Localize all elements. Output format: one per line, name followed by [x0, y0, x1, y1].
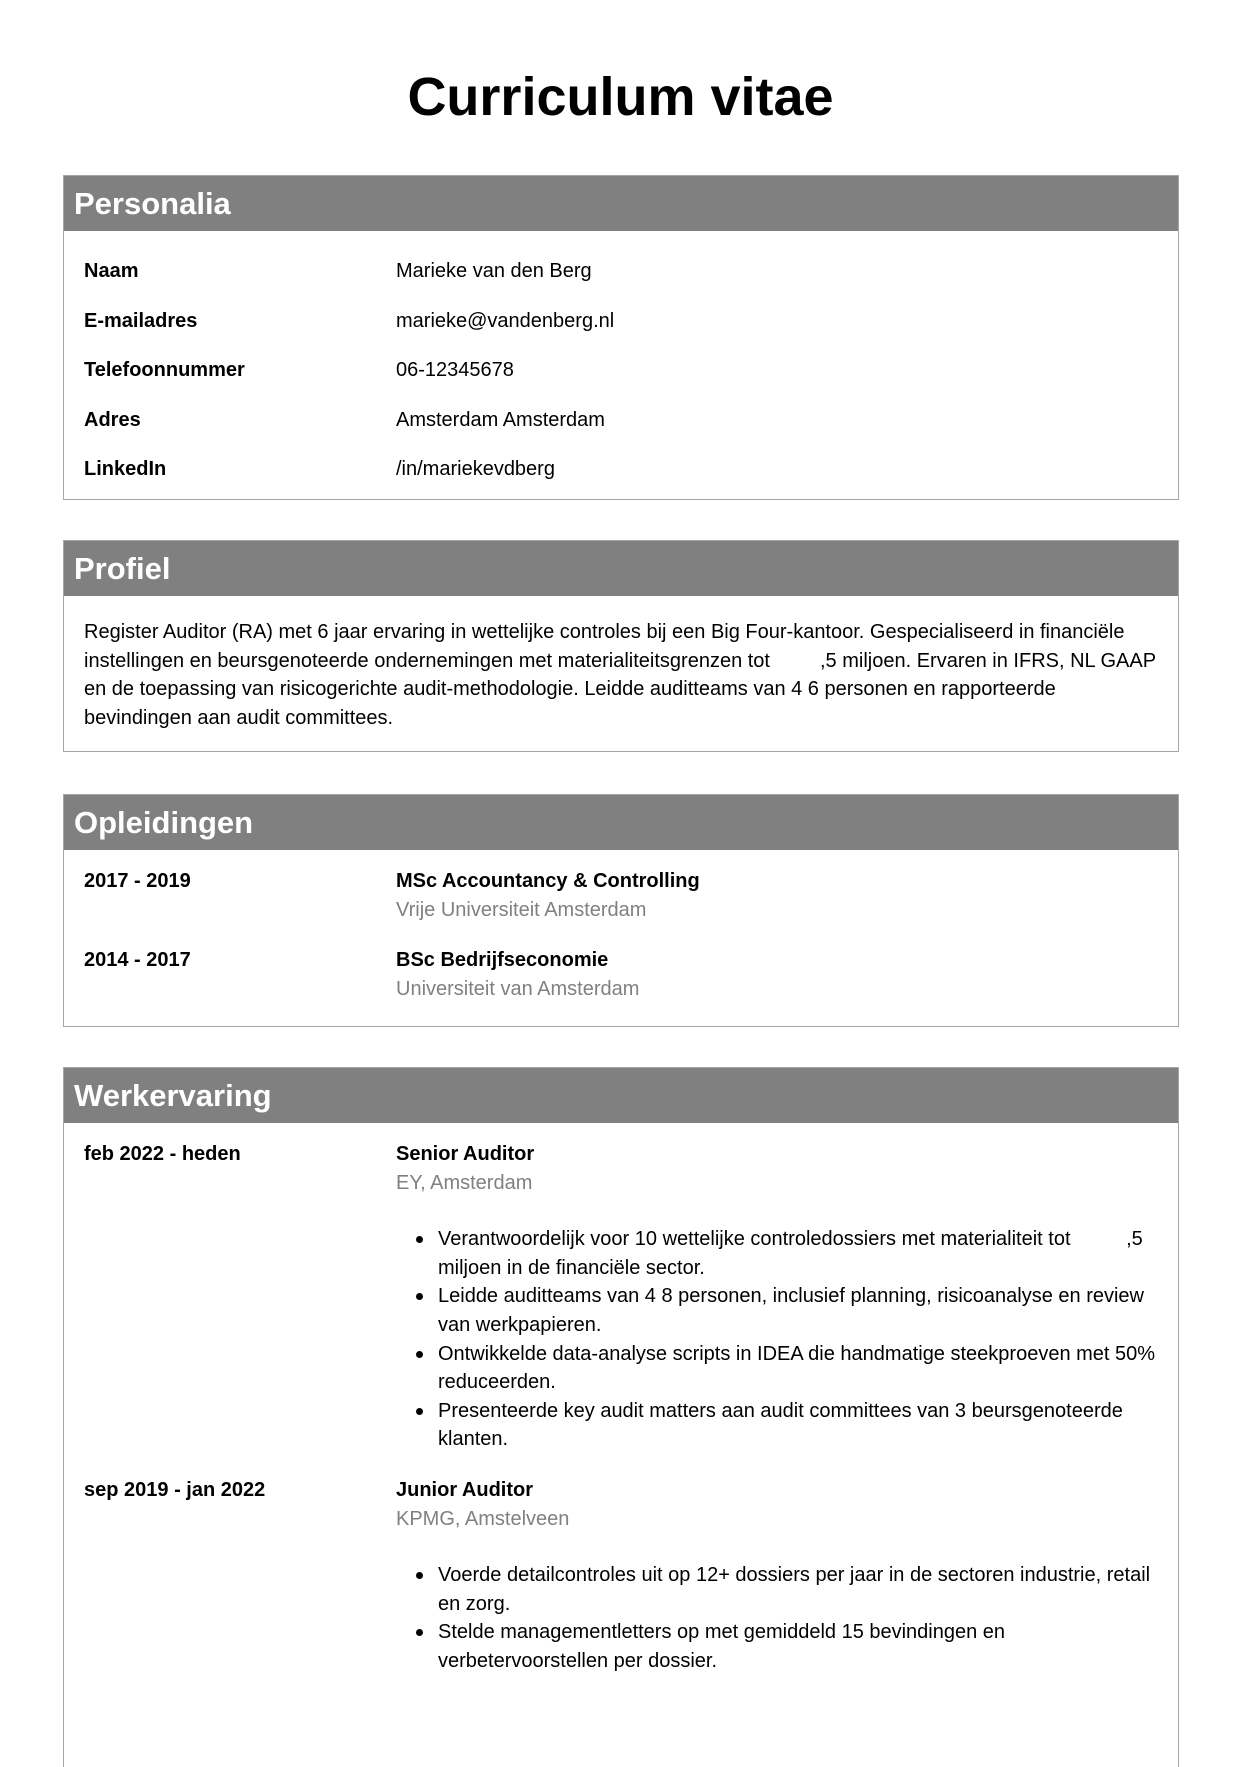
opleidingen-body [64, 850, 1178, 1003]
personalia-row-phone [84, 346, 1158, 396]
entry-period: 2017 - 2019 [84, 870, 191, 892]
personalia-row-name [84, 247, 1158, 297]
bullet-list [396, 1225, 1158, 1454]
entry-main [396, 867, 1158, 946]
section-heading: Werkervaring [64, 1068, 1178, 1123]
bullet-item: Ontwikkelde data-analyse scripts in IDEA die handmatige steekproeven met 50% reduceerden. [438, 1340, 1158, 1397]
bullet-item: Presenteerde key audit matters aan audit committees van 3 beursgenoteerde klanten. [438, 1397, 1158, 1454]
section-heading: Personalia [64, 176, 1178, 231]
field-value: 06-12345678 [396, 359, 514, 382]
bullet-item: Voerde detailcontroles uit op 12+ dossiers per jaar in de sectoren industrie, retail en zorg. [438, 1561, 1158, 1618]
education-entry [84, 946, 1158, 1003]
entry-title: Senior Auditor [396, 1143, 535, 1165]
bullet-text-part: Verantwoordelijk voor 10 wettelijke controledossiers met materialiteit tot [438, 1228, 1071, 1251]
bullet-list [396, 1561, 1158, 1675]
entry-title: MSc Accountancy & Controlling [396, 870, 700, 892]
personalia-row-linkedin [84, 445, 1158, 495]
education-entry [84, 867, 1158, 946]
personalia-body [64, 231, 1178, 495]
entry-institution: Vrije Universiteit Amsterdam [396, 898, 647, 921]
entry-title: BSc Bedrijfseconomie [396, 949, 609, 971]
work-entry [84, 1140, 1158, 1476]
werkervaring-body [64, 1123, 1178, 1676]
field-value: /in/mariekevdberg [396, 458, 555, 481]
profile-text-part: ,5 miljoen. Ervaren in IFRS, NL GAAP en de toepassing van risicogerichte audit-methodologie. Leidde auditteams van 4 6 personen en rapporteerde bevindingen aan audit committees. [84, 649, 1156, 729]
entry-company: KPMG, Amstelveen [396, 1507, 570, 1530]
field-label: Telefoonnummer [84, 359, 245, 382]
entry-company: EY, Amsterdam [396, 1171, 533, 1194]
personalia-row-email [84, 297, 1158, 347]
field-label: LinkedIn [84, 458, 167, 481]
profile-text-part: Register Auditor (RA) met 6 jaar ervaring in wettelijke controles bij een Big Four-kantoor. Gespecialiseerd in financiële instellingen en beursgenoteerde ondernemingen met materialiteitsgrenzen tot [84, 621, 1125, 672]
entry-main [396, 946, 1158, 1003]
profile-text [84, 596, 1158, 732]
entry-period: sep 2019 - jan 2022 [84, 1479, 266, 1501]
field-label: Naam [84, 260, 139, 283]
section-heading: Profiel [64, 541, 1178, 596]
entry-main [396, 1476, 1158, 1676]
section-werkervaring [63, 1067, 1179, 1767]
section-heading: Opleidingen [64, 795, 1178, 850]
entry-period: 2014 - 2017 [84, 949, 191, 971]
profiel-body [64, 596, 1178, 732]
page-title: Curriculum vitae [407, 67, 834, 127]
bullet-item: Stelde managementletters op met gemiddeld 15 bevindingen en verbetervoorstellen per dossier. [438, 1618, 1158, 1675]
entry-institution: Universiteit van Amsterdam [396, 977, 640, 1000]
work-entry [84, 1476, 1158, 1676]
section-opleidingen [63, 794, 1179, 1027]
entry-title: Junior Auditor [396, 1479, 534, 1501]
bullet-item [438, 1225, 1158, 1282]
bullet-text-part: ,5 miljoen in de financiële sector. [438, 1228, 1143, 1279]
field-value: Marieke van den Berg [396, 260, 592, 283]
bullet-item: Leidde auditteams van 4 8 personen, inclusief planning, risicoanalyse en review van werkpapieren. [438, 1282, 1158, 1339]
field-value: marieke@vandenberg.nl [396, 309, 615, 332]
entry-period: feb 2022 - heden [84, 1143, 241, 1165]
personalia-row-address [84, 396, 1158, 446]
field-label: E-mailadres [84, 309, 198, 332]
field-value: Amsterdam Amsterdam [396, 408, 605, 431]
field-label: Adres [84, 408, 141, 431]
section-profiel [63, 540, 1179, 752]
section-personalia [63, 175, 1179, 500]
entry-main [396, 1140, 1158, 1476]
